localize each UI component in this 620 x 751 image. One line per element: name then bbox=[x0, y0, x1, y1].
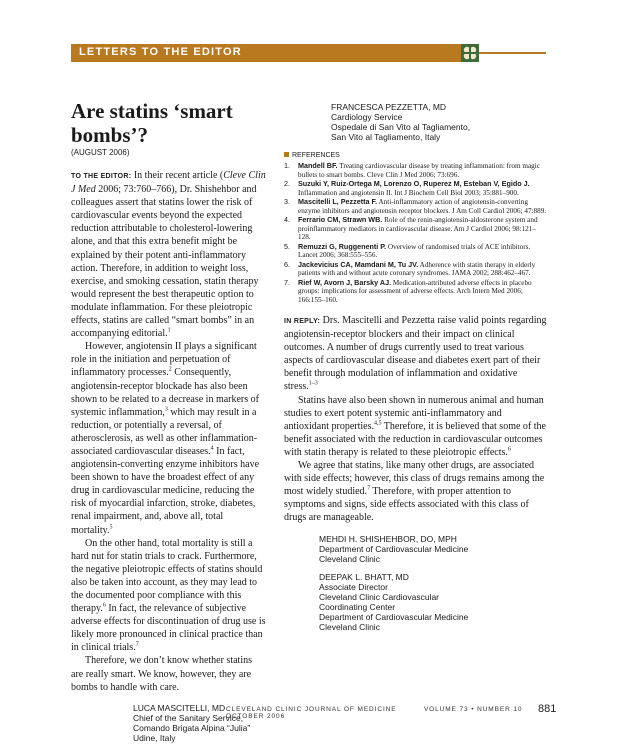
article-date: (AUGUST 2006) bbox=[71, 148, 130, 157]
reference-item: 7. Rief W, Avorn J, Barsky AJ. Medication-attributed adverse effects in placebo groups: implications for assessment of adverse effects. Arch Intern Med 2006; 166:155–160. bbox=[284, 277, 532, 304]
footer-issue: VOLUME 73 • NUMBER 10 bbox=[423, 706, 523, 713]
signature-shishehbor: MEHDI H. SHISHEHBOR, DO, MPH Department of Cardiovascular Medicine Cleveland Clinic bbox=[319, 533, 469, 564]
reply-paragraph: IN REPLY: Drs. Mascitelli and Pezzetta raise valid points regarding angiotensin-receptor blockers and their impact on clinical outcomes. A number of drugs currently used to treat various aspects of cardiovascular disease and diabetes exert part of their benefit through modulation of inflammation and oxidative stress.$^{1-3}$ bbox=[284, 315, 547, 393]
section-banner bbox=[71, 44, 461, 62]
journal-logo-icon bbox=[461, 44, 479, 62]
reference-item: 4. Ferrario CM, Strawn WB. Role of the renin-angiotensin-aldosterone system and proinflammatory mediators in cardiovascular disease. Am J Cardiol 2006; 98:121–128. bbox=[284, 215, 538, 241]
section-title: LETTERS TO THE EDITOR bbox=[79, 46, 242, 58]
reference-item: 3. Mascitelli L, Pezzetta F. Anti-inflammatory action of angiotensin-converting enzyme inhibitors and angiotensin receptor blockers. J Am Coll Cardiol 2006; 47:889. bbox=[284, 197, 547, 215]
page-footer bbox=[226, 706, 548, 720]
signature-pezzetta: FRANCESCA PEZZETTA, MD Cardiology Service Ospedale di San Vito al Tagliamento, San Vito al Tagliamento, Italy bbox=[331, 102, 471, 142]
reply-paragraph: We agree that statins, like many other drugs, are associated with side effects; however, this class of drugs remains among the most widely studied.$^7$ Therefore, with proper attention to symptoms and signs, side effects associated with this class of drugs are manageable. bbox=[284, 460, 545, 524]
bullet-square-icon bbox=[284, 152, 289, 157]
footer-date: OCTOBER 2006 bbox=[226, 713, 286, 720]
reference-item: 6. Jackevicius CA, Mamdani M, Tu JV. Adherence with statin therapy in elderly patients with and without acute coronary syndromes. JAMA 2002; 288:462–467. bbox=[284, 259, 536, 277]
letter-paragraph: Therefore, we don’t know whether statins are really smart. We know, however, they are bombs to handle with care. bbox=[71, 655, 252, 693]
reply-lead: IN REPLY: bbox=[284, 318, 321, 325]
letter-lead: TO THE EDITOR: bbox=[71, 173, 132, 180]
left-column bbox=[71, 99, 266, 743]
footer-journal: CLEVELAND CLINIC JOURNAL OF MEDICINE bbox=[226, 706, 397, 713]
reference-item: 1. Mandell BF. Treating cardiovascular disease by treating inflammation: from magic bullets to smart bombs. Cleve Clin J Med 2006; 73:696. bbox=[284, 161, 540, 179]
article-title: Are statins ‘smart bombs’? bbox=[71, 99, 233, 147]
page-number: 881 bbox=[538, 703, 557, 715]
letter-paragraph: TO THE EDITOR: In their recent article (Cleve Clin J Med 2006; 73:760–766), Dr. Shishehbor and colleagues assert that statins lower the risk of cardiovascular events beyond the expected reduction attributable to cholesterol-lowering alone, and that this extra benefit might be explained by their potent anti-inflammatory action. Therefore, in addition to weight loss, exercise, and smoking cessation, statin therapy would represent the best therapeutic option to modulate inflammation. For these pleiotropic effects, statins are called “smart bombs” in an accompanying editorial.$^1$ bbox=[71, 170, 266, 340]
reply-paragraph: Statins have also been shown in numerous animal and human studies to exert potent systemic anti-inflammatory and antioxidant properties.$^{4,5}$ Therefore, it is believed that some of the benefit associated with the reduction in cardiovascular outcomes with statin therapy is related to these pleiotropic effects.$^6$ bbox=[284, 394, 546, 458]
letter-paragraph: However, angiotensin II plays a significant role in the initiation and perpetuation of inflammatory processes.$^2$ Consequently, angiotensin-receptor blockade has also been shown to be related to a decrease in markers of systemic inflammation,$^3$ which may result in a reduction, or potentially a reversal, of atherosclerosis, as well as other inflammation-associated cardiovascular diseases.$^4$ In fact, angiotensin-converting enzyme inhibitors have been shown to have the broadest effect of any drug in cardiovascular medicine, reducing the risk of myocardial infarction, stroke, diabetes, renal impairment, and, above all, total mortality.$^5$ bbox=[71, 341, 260, 536]
signature-bhatt: DEEPAK L. BHATT, MD Associate Director Cleveland Clinic Cardiovascular Coordinating Center Department of Cardiovascular Medicine Cleveland Clinic bbox=[319, 571, 469, 632]
reference-item: 5. Remuzzi G, Ruggenenti P. Overview of randomised trials of ACE inhibitors. Lancet 2006; 368:555–556. bbox=[284, 241, 531, 259]
reference-item: 2. Suzuki Y, Ruiz-Ortega M, Lorenzo O, Ruperez M, Esteban V, Egido J. Inflammation and angiotensin II. Int J Biochem Cell Biol 2003; 35:881–900. bbox=[284, 179, 530, 197]
references-heading: REFERENCES bbox=[284, 152, 547, 159]
signature-mascitelli: LUCA MASCITELLI, MD Chief of the Sanitary Service, Comando Brigata Alpina “Julia” Udine, Italy bbox=[133, 702, 251, 743]
reference-list bbox=[284, 162, 547, 304]
right-column bbox=[284, 99, 547, 632]
citation-journal: Cleve Clin J Med bbox=[71, 170, 266, 196]
letter-paragraph: On the other hand, total mortality is still a hard nut for statin trials to crack. Furthermore, the negative pleiotropic effects of statins should also be taken into account, as they may lead to the documented poor compliance with this therapy.$^6$ In fact, the relevance of subjective adverse effects for discontinuation of drug use is likely more pronounced in clinical practice than in clinical trials.$^7$ bbox=[71, 537, 266, 654]
